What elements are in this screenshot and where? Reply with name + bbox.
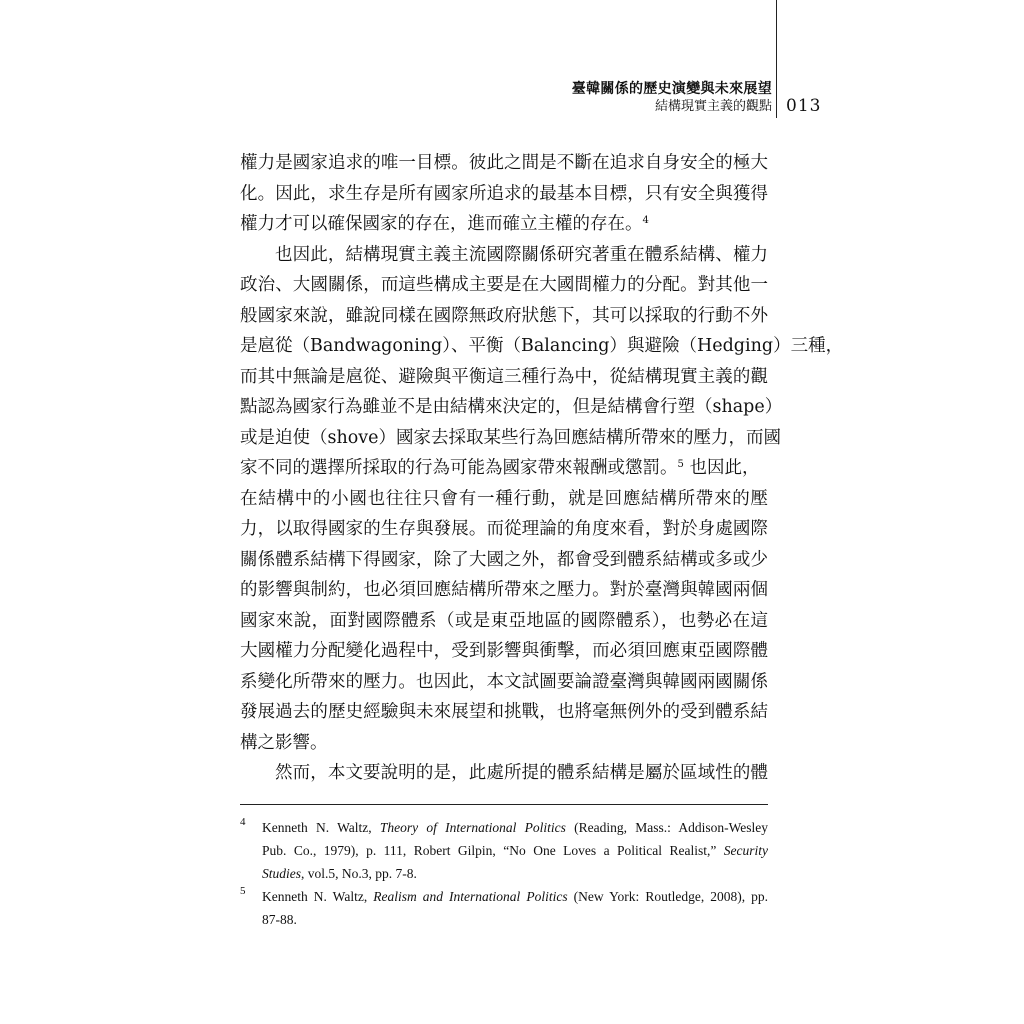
body-line: 化。因此，求生存是所有國家所追求的最基本目標，只有安全與獲得	[240, 183, 768, 204]
body-line: 構之影響。	[240, 732, 328, 753]
footnote-line	[262, 839, 768, 862]
footnote-italic-title: Security	[723, 843, 768, 858]
body-line: 點認為國家行為雖並不是由結構來決定的，但是結構會行塑（shape）	[240, 397, 783, 417]
body-line: 在結構中的小國也往往只會有一種行動，就是回應結構所帶來的壓	[240, 488, 768, 509]
footnote-text: Kenneth N. Waltz,	[262, 889, 374, 904]
footnote-text: 87-88.	[262, 912, 297, 927]
page-number: 013	[786, 96, 822, 116]
footnote-line	[262, 816, 768, 839]
footnote-text: (New York: Routledge, 2008), pp.	[567, 889, 769, 904]
footnote-text: Kenneth N. Waltz,	[262, 820, 380, 835]
footnote-mark: 4	[240, 816, 246, 828]
footnote	[240, 885, 768, 931]
body-line: 權力是國家追求的唯一目標。彼此之間是不斷在追求自身安全的極大	[240, 153, 768, 173]
body-line	[240, 209, 768, 240]
footnote-line	[262, 908, 768, 931]
footnotes	[240, 816, 768, 931]
footnote-text: (Reading, Mass.: Addison-Wesley	[565, 820, 768, 835]
body-line: 國家來說，面對國際體系（或是東亞地區的國際體系），也勢必在這	[240, 610, 768, 631]
body-line: 系變化所帶來的壓力。也因此，本文試圖要論證臺灣與韓國兩國關係	[240, 671, 768, 692]
footnote-line	[262, 885, 768, 908]
body-line: 或是迫使（shove）國家去採取某些行為回應結構所帶來的壓力，而國	[240, 427, 782, 448]
footnote-italic-title: Theory of International Politics	[379, 820, 566, 835]
footnote-ref: 5	[677, 459, 684, 470]
body-text	[240, 148, 844, 789]
body-line: 力，以取得國家的生存與發展。而從理論的角度來看，對於身處國際	[240, 519, 768, 539]
footnote-text: , vol.5, No.3, pp. 7-8.	[301, 866, 417, 881]
body-line: 的影響與制約，也必須回應結構所帶來之壓力。對於臺灣與韓國兩個	[240, 580, 768, 600]
footnote-line	[262, 862, 768, 885]
body-line	[240, 453, 768, 484]
header-vertical-rule	[776, 0, 777, 118]
body-line-text: 權力才可以確保國家的存在，進而確立主權的存在。	[240, 214, 643, 234]
running-head-subtitle: 結構現實主義的觀點	[654, 99, 772, 114]
footnote	[240, 816, 768, 885]
body-line: 政治、大國關係，而這些構成主要是在大國間權力的分配。對其他一	[240, 275, 768, 295]
body-line: 般國家來說，雖說同樣在國際無政府狀態下，其可以採取的行動不外	[240, 305, 768, 326]
footnote-ref: 4	[642, 215, 649, 226]
running-head	[572, 80, 772, 115]
body-line: 大國權力分配變化過程中，受到影響與衝擊，而必須回應東亞國際體	[240, 641, 768, 661]
running-head-title: 臺韓關係的歷史演變與未來展望	[571, 81, 772, 97]
footnote-italic-title: Studies	[262, 866, 301, 881]
body-line-text: 家不同的選擇所採取的行為可能為國家帶來報酬或懲罰。	[240, 458, 678, 478]
body-line: 而其中無論是扈從、避險與平衡這三種行為中，從結構現實主義的觀	[240, 366, 768, 387]
footnote-mark: 5	[240, 885, 246, 897]
footnote-rule	[240, 804, 768, 805]
body-line-tail: 也因此，	[689, 458, 760, 478]
body-line: 也因此，結構現實主義主流國際關係研究著重在體系結構、權力	[275, 244, 768, 265]
body-line: 發展過去的歷史經驗與未來展望和挑戰，也將毫無例外的受到體系結	[240, 702, 768, 722]
footnote-italic-title: Realism and International Politics	[373, 889, 568, 904]
body-line: 然而，本文要說明的是，此處所提的體系結構是屬於區域性的體	[275, 763, 768, 783]
footnote-text: Pub. Co., 1979), p. 111, Robert Gilpin, “No One Loves a Political Realist,”	[262, 843, 724, 858]
body-line: 是扈從（Bandwagoning）、平衡（Balancing）與避險（Hedging）三種，	[240, 336, 844, 356]
body-line: 關係體系結構下得國家，除了大國之外，都會受到體系結構或多或少	[240, 549, 768, 570]
